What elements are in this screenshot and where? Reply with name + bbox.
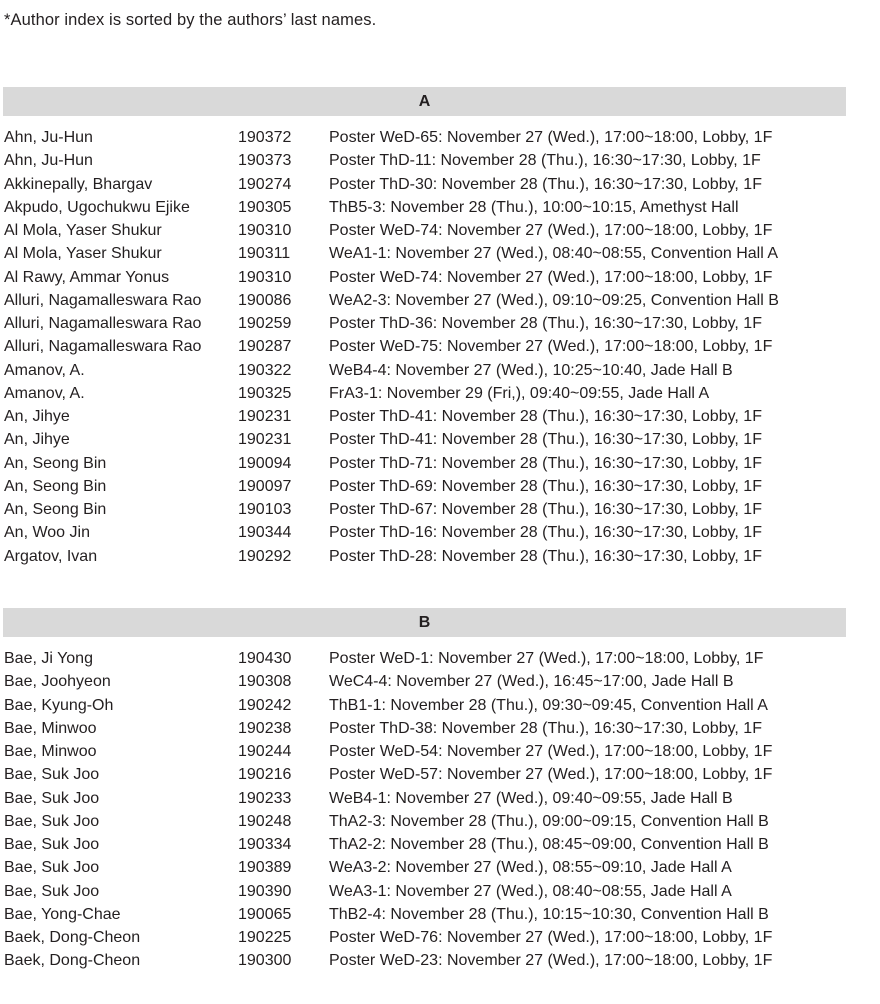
author-name: An, Seong Bin <box>4 501 107 518</box>
author-name: Bae, Suk Joo <box>4 836 100 853</box>
session-info: WeA3-2: November 27 (Wed.), 08:55~09:10, Jade Hall A <box>329 859 732 877</box>
session-info: Poster WeD-74: November 27 (Wed.), 17:00~18:00, Lobby, 1F <box>329 222 773 239</box>
author-row <box>3 219 846 242</box>
section-b <box>3 608 846 973</box>
author-row <box>3 428 846 451</box>
paper-id: 190248 <box>238 812 292 830</box>
session-info: Poster ThD-16: November 28 (Thu.), 16:30~17:30, Lobby, 1F <box>329 524 762 542</box>
author-row <box>3 545 846 568</box>
paper-id: 190292 <box>238 547 292 565</box>
session-info: Poster WeD-74: November 27 (Wed.), 17:00~18:00, Lobby, 1F <box>329 268 773 286</box>
paper-id: 190244 <box>238 743 292 760</box>
session-info: Poster ThD-30: November 28 (Thu.), 16:30~17:30, Lobby, 1F <box>329 175 762 193</box>
author-name: Al Mola, Yaser Shukur <box>4 245 162 263</box>
author-row <box>3 926 846 949</box>
author-name: Al Rawy, Ammar Yonus <box>4 268 170 286</box>
author-name: Bae, Joohyeon <box>4 673 111 691</box>
paper-id: 190311 <box>238 245 291 263</box>
author-row <box>3 787 846 810</box>
session-info: Poster ThD-67: November 28 (Thu.), 16:30~17:30, Lobby, 1F <box>329 501 762 518</box>
author-row <box>3 949 846 972</box>
session-info: Poster ThD-36: November 28 (Thu.), 16:30~17:30, Lobby, 1F <box>329 315 762 332</box>
author-row <box>3 335 846 358</box>
paper-id: 190231 <box>238 408 292 425</box>
author-name: Al Mola, Yaser Shukur <box>4 222 162 239</box>
session-info: Poster ThD-69: November 28 (Thu.), 16:30~17:30, Lobby, 1F <box>329 477 762 495</box>
author-name: Bae, Kyung-Oh <box>4 696 114 714</box>
author-row <box>3 856 846 879</box>
author-row <box>3 903 846 926</box>
author-row <box>3 810 846 833</box>
session-info: WeB4-4: November 27 (Wed.), 10:25~10:40, Jade Hall B <box>329 361 733 379</box>
author-name: An, Jihye <box>4 408 70 425</box>
author-row <box>3 647 846 670</box>
session-info: WeB4-1: November 27 (Wed.), 09:40~09:55, Jade Hall B <box>329 789 733 807</box>
author-row <box>3 880 846 903</box>
author-row <box>3 694 846 717</box>
author-row <box>3 833 846 856</box>
paper-id: 190430 <box>238 650 292 667</box>
index-sort-note: *Author index is sorted by the authors’ last names. <box>4 11 377 29</box>
author-name: Bae, Suk Joo <box>4 859 100 877</box>
session-info: Poster ThD-71: November 28 (Thu.), 16:30~17:30, Lobby, 1F <box>329 454 762 472</box>
session-info: Poster ThD-38: November 28 (Thu.), 16:30~17:30, Lobby, 1F <box>329 719 762 737</box>
section-a <box>3 87 846 568</box>
session-info: FrA3-1: November 29 (Fri,), 09:40~09:55, Jade Hall A <box>329 384 710 402</box>
paper-id: 190233 <box>238 789 292 807</box>
author-row <box>3 475 846 498</box>
author-list-a <box>3 126 846 568</box>
session-info: Poster WeD-57: November 27 (Wed.), 17:00~18:00, Lobby, 1F <box>329 766 773 784</box>
session-info: Poster WeD-65: November 27 (Wed.), 17:00~18:00, Lobby, 1F <box>329 129 773 146</box>
author-row <box>3 405 846 428</box>
paper-id: 190389 <box>238 859 292 877</box>
author-row <box>3 763 846 786</box>
author-name: Ahn, Ju-Hun <box>4 152 93 170</box>
author-row <box>3 521 846 544</box>
paper-id: 190390 <box>238 882 292 900</box>
paper-id: 190094 <box>238 454 292 472</box>
author-name: Bae, Ji Yong <box>4 650 93 667</box>
author-row <box>3 498 846 521</box>
paper-id: 190231 <box>238 431 292 449</box>
session-info: ThB2-4: November 28 (Thu.), 10:15~10:30, Convention Hall B <box>329 905 769 923</box>
author-row <box>3 173 846 196</box>
author-name: Bae, Yong-Chae <box>4 905 121 923</box>
author-name: Amanov, A. <box>4 384 85 402</box>
paper-id: 190225 <box>238 929 292 946</box>
author-name: Bae, Minwoo <box>4 743 97 760</box>
author-name: Alluri, Nagamalleswara Rao <box>4 338 202 356</box>
author-name: Ahn, Ju-Hun <box>4 129 93 146</box>
session-info: WeA3-1: November 27 (Wed.), 08:40~08:55, Jade Hall A <box>329 882 732 900</box>
session-info: ThA2-3: November 28 (Thu.), 09:00~09:15, Convention Hall B <box>329 812 769 830</box>
paper-id: 190305 <box>238 198 292 216</box>
author-name: Akkinepally, Bhargav <box>4 175 153 193</box>
author-row <box>3 382 846 405</box>
paper-id: 190334 <box>238 836 292 853</box>
paper-id: 190325 <box>238 384 292 402</box>
author-name: Alluri, Nagamalleswara Rao <box>4 315 202 332</box>
paper-id: 190310 <box>238 268 292 286</box>
session-info: ThB5-3: November 28 (Thu.), 10:00~10:15, Amethyst Hall <box>329 198 739 216</box>
author-name: Argatov, Ivan <box>4 547 98 565</box>
paper-id: 190086 <box>238 291 292 309</box>
paper-id: 190372 <box>238 129 292 146</box>
paper-id: 190310 <box>238 222 292 239</box>
author-row <box>3 359 846 382</box>
author-name: Alluri, Nagamalleswara Rao <box>4 291 202 309</box>
author-name: Bae, Minwoo <box>4 719 97 737</box>
author-row <box>3 312 846 335</box>
session-info: Poster ThD-11: November 28 (Thu.), 16:30~17:30, Lobby, 1F <box>329 152 761 170</box>
author-name: Baek, Dong-Cheon <box>4 929 141 946</box>
paper-id: 190308 <box>238 673 292 691</box>
session-info: ThA2-2: November 28 (Thu.), 08:45~09:00, Convention Hall B <box>329 836 769 853</box>
author-row <box>3 126 846 149</box>
author-row <box>3 717 846 740</box>
author-name: Baek, Dong-Cheon <box>4 952 141 970</box>
author-name: An, Jihye <box>4 431 70 449</box>
author-name: Bae, Suk Joo <box>4 812 100 830</box>
author-name: An, Seong Bin <box>4 477 107 495</box>
session-info: Poster WeD-75: November 27 (Wed.), 17:00~18:00, Lobby, 1F <box>329 338 773 356</box>
paper-id: 190065 <box>238 905 292 923</box>
session-info: Poster ThD-41: November 28 (Thu.), 16:30~17:30, Lobby, 1F <box>329 408 762 425</box>
author-name: Akpudo, Ugochukwu Ejike <box>4 198 190 216</box>
paper-id: 190322 <box>238 361 292 379</box>
author-name: Bae, Suk Joo <box>4 789 100 807</box>
paper-id: 190274 <box>238 175 292 193</box>
author-row <box>3 149 846 172</box>
author-row <box>3 740 846 763</box>
author-name: An, Seong Bin <box>4 454 107 472</box>
paper-id: 190259 <box>238 315 292 332</box>
session-info: Poster ThD-28: November 28 (Thu.), 16:30~17:30, Lobby, 1F <box>329 547 762 565</box>
session-info: WeA1-1: November 27 (Wed.), 08:40~08:55, Convention Hall A <box>329 245 778 263</box>
author-name: Bae, Suk Joo <box>4 882 100 900</box>
session-info: WeC4-4: November 27 (Wed.), 16:45~17:00, Jade Hall B <box>329 673 734 691</box>
paper-id: 190373 <box>238 152 292 170</box>
author-name: An, Woo Jin <box>4 524 90 542</box>
session-info: Poster WeD-1: November 27 (Wed.), 17:00~18:00, Lobby, 1F <box>329 650 764 667</box>
paper-id: 190344 <box>238 524 292 542</box>
session-info: Poster WeD-76: November 27 (Wed.), 17:00~18:00, Lobby, 1F <box>329 929 773 946</box>
author-list-b <box>3 647 846 973</box>
paper-id: 190300 <box>238 952 292 970</box>
paper-id: 190103 <box>238 501 292 518</box>
section-header-b: B <box>3 608 846 637</box>
author-row <box>3 242 846 265</box>
paper-id: 190097 <box>238 477 292 495</box>
session-info: ThB1-1: November 28 (Thu.), 09:30~09:45, Convention Hall A <box>329 696 768 714</box>
session-info: Poster WeD-23: November 27 (Wed.), 17:00~18:00, Lobby, 1F <box>329 952 773 970</box>
author-row <box>3 196 846 219</box>
section-header-a: A <box>3 87 846 116</box>
session-info: WeA2-3: November 27 (Wed.), 09:10~09:25, Convention Hall B <box>329 291 779 309</box>
paper-id: 190216 <box>238 766 292 784</box>
author-name: Bae, Suk Joo <box>4 766 100 784</box>
author-row <box>3 266 846 289</box>
session-info: Poster ThD-41: November 28 (Thu.), 16:30~17:30, Lobby, 1F <box>329 431 762 449</box>
author-row <box>3 289 846 312</box>
author-name: Amanov, A. <box>4 361 85 379</box>
paper-id: 190242 <box>238 696 292 714</box>
paper-id: 190238 <box>238 719 292 737</box>
paper-id: 190287 <box>238 338 292 356</box>
author-row <box>3 670 846 693</box>
session-info: Poster WeD-54: November 27 (Wed.), 17:00~18:00, Lobby, 1F <box>329 743 773 760</box>
author-row <box>3 452 846 475</box>
